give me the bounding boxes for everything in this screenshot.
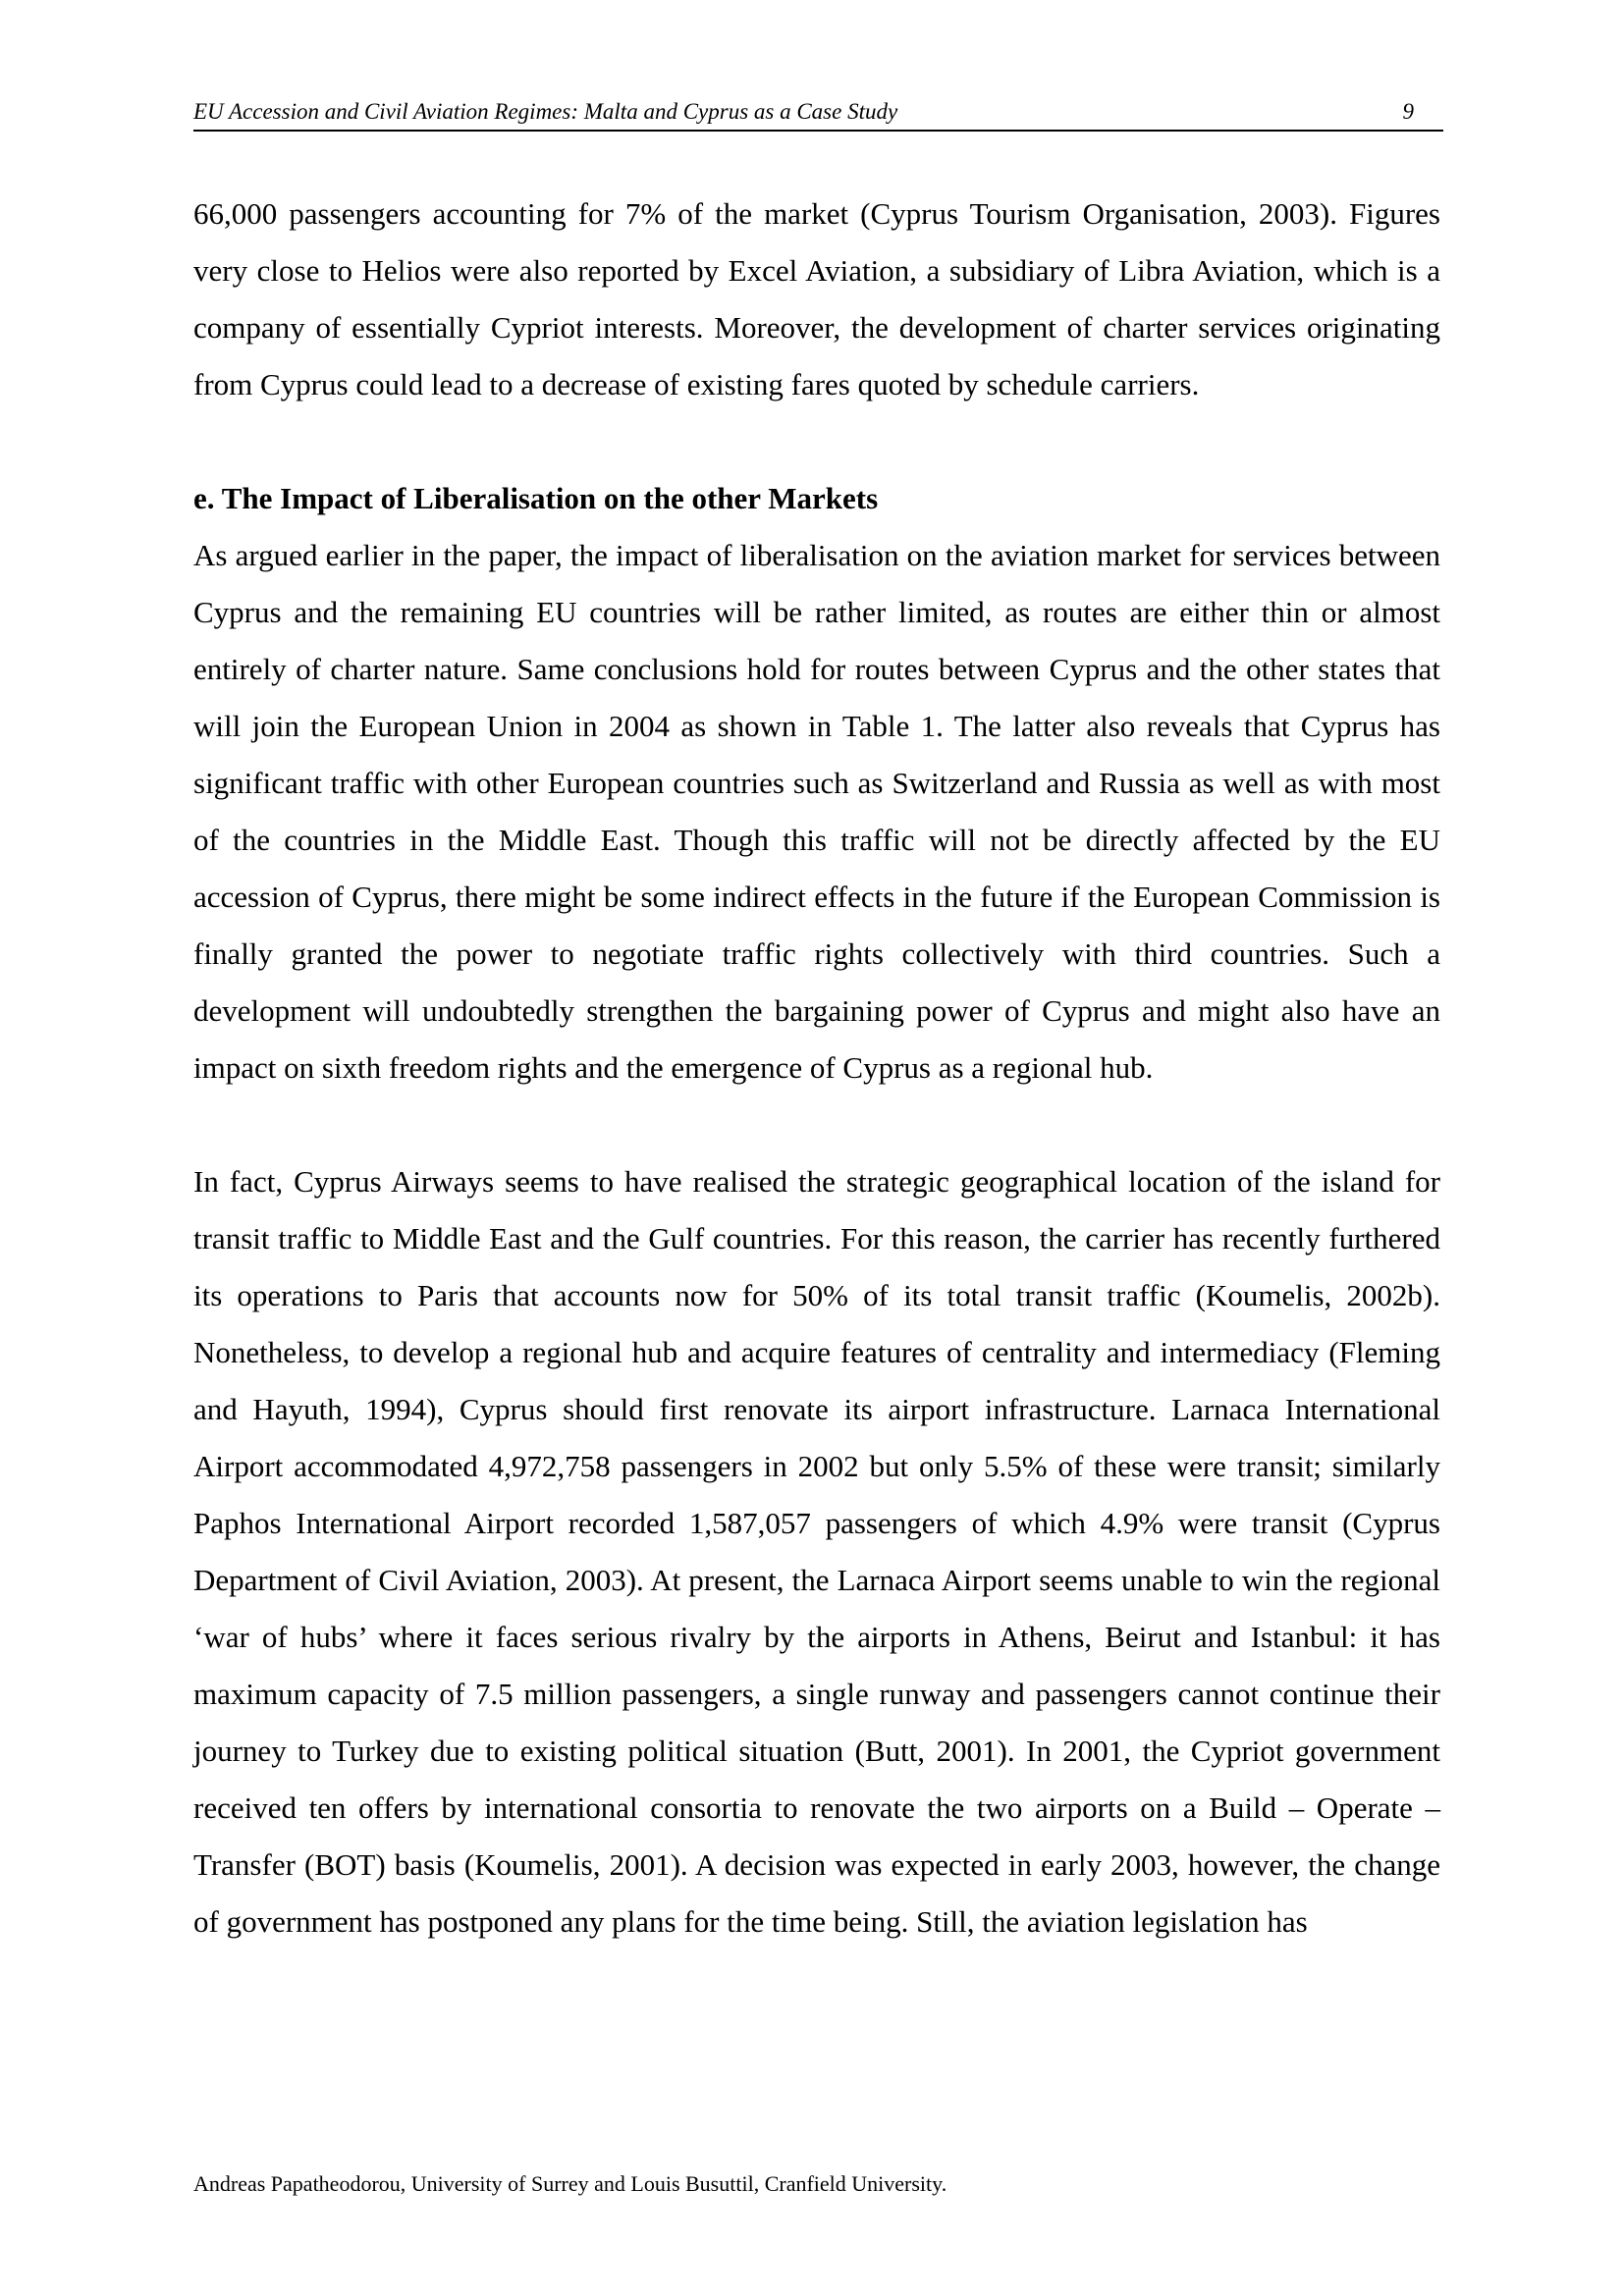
running-header — [193, 94, 1443, 132]
paragraph-2: As argued earlier in the paper, the impact of liberalisation on the aviation market for services between Cyprus and the remaining EU countries will be rather limited, as routes are either thin or almost entirely of charter nature. Same conclusions hold for routes between Cyprus and the other states that will join the European Union in 2004 as shown in Table 1. The latter also reveals that Cyprus has significant traffic with other European countries such as Switzerland and Russia as well as with most of the countries in the Middle East. Though this traffic will not be directly affected by the EU accession of Cyprus, there might be some indirect effects in the future if the European Commission is finally granted the power to negotiate traffic rights collectively with third countries. Such a development will undoubtedly strengthen the bargaining power of Cyprus and might also have an impact on sixth freedom rights and the emergence of Cyprus as a regional hub. — [193, 538, 1440, 1085]
paragraph-1: 66,000 passengers accounting for 7% of the market (Cyprus Tourism Organisation, 2003). Figures very close to Helios were also reported by Excel Aviation, a subsidiary of Libra Aviation, which is a company of essentially Cypriot interests. Moreover, the development of charter services originating from Cyprus could lead to a decrease of existing fares quoted by schedule carriers. — [193, 196, 1440, 401]
body-text — [193, 186, 1440, 1950]
paragraph-3: In fact, Cyprus Airways seems to have realised the strategic geographical location of the island for transit traffic to Middle East and the Gulf countries. For this reason, the carrier has recently furthered its operations to Paris that accounts now for 50% of its total transit traffic (Koumelis, 2002b). Nonetheless, to develop a regional hub and acquire features of centrality and intermediacy (Fleming and Hayuth, 1994), Cyprus should first renovate its airport infrastructure. Larnaca International Airport accommodated 4,972,758 passengers in 2002 but only 5.5% of these were transit; similarly Paphos International Airport recorded 1,587,057 passengers of which 4.9% were transit (Cyprus Department of Civil Aviation, 2003). At present, the Larnaca Airport seems unable to win the regional ‘war of hubs’ where it faces serious rivalry by the airports in Athens, Beirut and Istanbul: it has maximum capacity of 7.5 million passengers, a single runway and passengers cannot continue their journey to Turkey due to existing political situation (Butt, 2001). In 2001, the Cypriot government received ten offers by international consortia to renovate the two airports on a Build – Operate – Transfer (BOT) basis (Koumelis, 2001). A decision was expected in early 2003, however, the change of government has postponed any plans for the time being. Still, the aviation legislation has — [193, 1164, 1440, 1939]
page-number: 9 — [1402, 99, 1414, 124]
running-title: EU Accession and Civil Aviation Regimes: Malta and Cyprus as a Case Study — [193, 99, 898, 124]
section-heading: e. The Impact of Liberalisation on the other Markets — [193, 481, 879, 515]
page-footer: Andreas Papatheodorou, University of Surrey and Louis Busuttil, Cranfield University. — [193, 2171, 947, 2196]
